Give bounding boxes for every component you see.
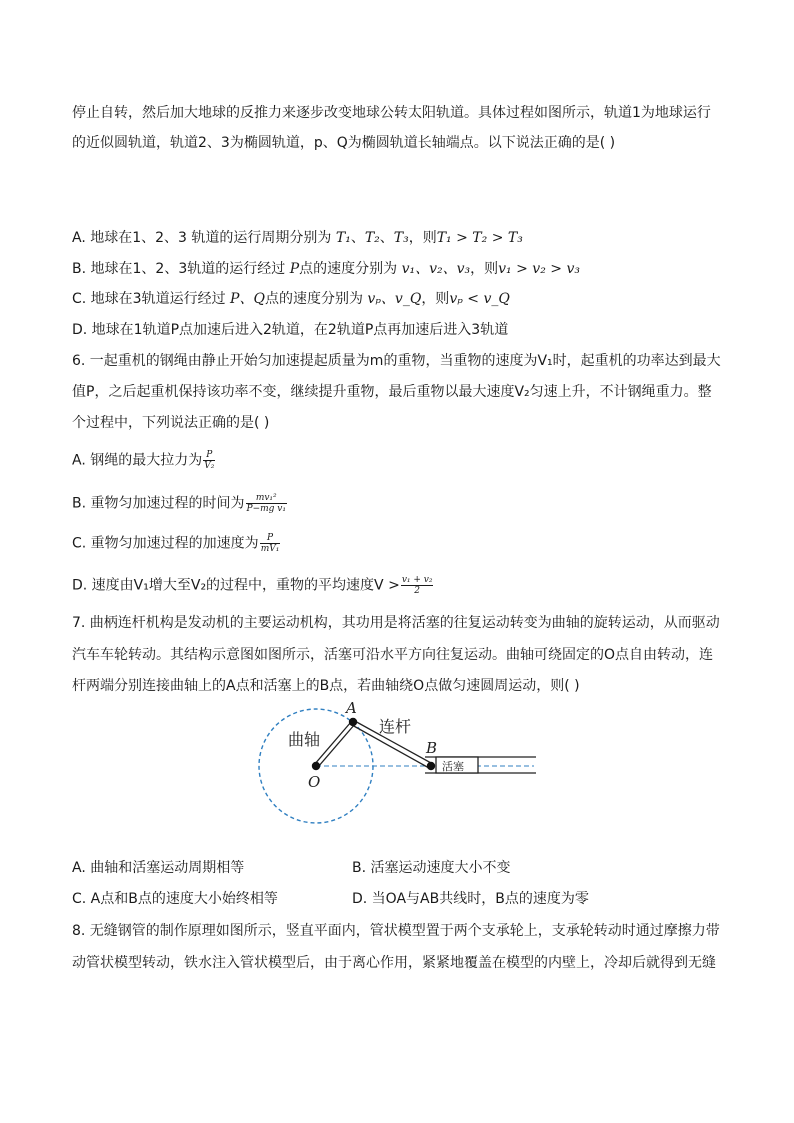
q5-option-c-inequality: vₚ < v_Q — [449, 291, 510, 307]
q5-option-a-text: A. 地球在1、2、3 轨道的运行周期分别为 — [72, 230, 336, 246]
q5-option-a-inequality: T₁ > T₂ > T₃ — [436, 230, 523, 246]
q6-option-c — [72, 533, 281, 554]
crank-mechanism-diagram — [250, 700, 550, 830]
q6-option-b — [72, 493, 288, 514]
point-o — [312, 762, 320, 770]
q5-option-c-mid: 点的速度分别为 — [264, 291, 368, 307]
q7-stem-line-2: 汽车车轮转动。其结构示意图如图所示，活塞可沿水平方向往复运动。曲轴可绕固定的O点自由转动，连 — [72, 647, 714, 663]
q5-option-c — [72, 289, 510, 309]
q5-option-a-t2: T₂ — [364, 230, 380, 246]
q6-stem-line-1: 6. 一起重机的钢绳由静止开始匀加速提起质量为m的重物，当重物的速度为V₁时，起重机的功率达到最大 — [72, 353, 721, 369]
q5-option-b-mid: 点的速度分别为 — [299, 261, 402, 277]
q7-option-a: A. 曲轴和活塞运动周期相等 — [72, 860, 245, 876]
q6-option-a-text: A. 钢绳的最大拉力为 — [72, 452, 203, 469]
q5-option-a: A. 地球在1、2、3 轨道的运行周期分别为 T₁、T₂、T₃，则T₁ > T₂ > T₃ — [72, 230, 523, 246]
label-a: A — [346, 700, 357, 717]
q5-option-c-speeds: vₚ、v_Q — [367, 291, 422, 307]
q5-option-b-mid2: ，则 — [470, 261, 499, 277]
q5-option-a-t1: T₁ — [335, 230, 351, 246]
fraction-numerator: P — [206, 450, 213, 460]
q6-option-b-fraction — [246, 493, 287, 514]
point-a — [349, 718, 357, 726]
q6-option-d-text: D. 速度由V₁增大至V₂的过程中，重物的平均速度V > — [72, 577, 400, 594]
q6-option-a — [72, 450, 216, 471]
label-crank: 曲轴 — [288, 730, 321, 749]
label-b: B — [426, 739, 438, 757]
q7-option-b: B. 活塞运动速度大小不变 — [352, 860, 511, 876]
q5-option-b-text: B. 地球在1、2、3轨道的运行经过 — [72, 261, 290, 277]
crank-edge-2 — [318, 724, 355, 767]
q5-option-c-points: P、Q — [230, 291, 265, 307]
q6-option-d — [72, 575, 434, 596]
q6-option-a-fraction — [203, 450, 215, 471]
label-o: O — [308, 773, 321, 791]
q5-option-a-mid: ，则 — [408, 230, 437, 246]
q6-stem-line-3: 个过程中，下列说法正确的是( ) — [72, 415, 270, 431]
q7-option-d: D. 当OA与AB共线时，B点的速度为零 — [352, 891, 589, 907]
q5-option-b-speeds: v₁、v₂、v₃ — [401, 261, 471, 277]
q5-stem-line-1: 停止自转，然后加大地球的反推力来逐步改变地球公转太阳轨道。具体过程如图所示，轨道1为地球运行 — [72, 105, 711, 121]
fraction-denominator: P−mg v₁ — [246, 504, 286, 514]
q5-option-c-text: C. 地球在3轨道运行经过 — [72, 291, 231, 307]
fraction-denominator: mV₁ — [260, 544, 280, 554]
fraction-numerator: P — [266, 533, 274, 543]
q8-stem-line-2: 动管状模型转动，铁水注入管状模型后，由于离心作用，紧紧地覆盖在模型的内壁上，冷却后就得到无缝 — [72, 955, 716, 971]
q5-option-d: D. 地球在1轨道P点加速后进入2轨道，在2轨道P点再加速后进入3轨道 — [72, 322, 509, 338]
q7-option-c: C. A点和B点的速度大小始终相等 — [72, 891, 278, 907]
fraction-numerator: v₁ + v₂ — [401, 575, 433, 585]
label-piston: 活塞 — [442, 760, 464, 773]
crank-mechanism-figure — [250, 700, 550, 834]
q5-option-b — [72, 259, 580, 279]
q5-option-b-inequality: v₁ > v₂ > v₃ — [498, 261, 580, 277]
q6-option-c-fraction — [260, 533, 281, 554]
q6-option-b-text: B. 重物匀加速过程的时间为 — [72, 495, 245, 512]
label-rod: 连杆 — [379, 717, 412, 736]
q6-option-c-text: C. 重物匀加速过程的加速度为 — [72, 535, 259, 552]
q5-stem-line-2: 的近似圆轨道，轨道2、3为椭圆轨道，p、Q为椭圆轨道长轴端点。以下说法正确的是( ) — [72, 135, 616, 151]
q6-stem-line-2: 值P，之后起重机保持该功率不变，继续提升重物，最后重物以最大速度V₂匀速上升，不计钢绳重力。整 — [72, 384, 712, 400]
q5-option-c-mid2: ，则 — [421, 291, 450, 307]
q6-option-d-fraction — [401, 575, 434, 596]
fraction-denominator: V₂ — [204, 461, 215, 471]
fraction-denominator: 2 — [401, 585, 434, 596]
q5-option-b-point: P — [289, 261, 300, 277]
point-b — [427, 762, 435, 770]
fraction-numerator: mv₁² — [255, 493, 277, 503]
q7-stem-line-1: 7. 曲柄连杆机构是发动机的主要运动机构，其功用是将活塞的往复运动转变为曲轴的旋转运动，从而驱动 — [72, 615, 720, 631]
q8-stem-line-1: 8. 无缝钢管的制作原理如图所示，竖直平面内，管状模型置于两个支承轮上，支承轮转动时通过摩擦力带 — [72, 923, 720, 939]
q5-option-a-t3: T₃ — [393, 230, 409, 246]
q7-stem-line-3: 杆两端分别连接曲轴上的A点和活塞上的B点，若曲轴绕O点做匀速圆周运动，则( ) — [72, 678, 580, 694]
